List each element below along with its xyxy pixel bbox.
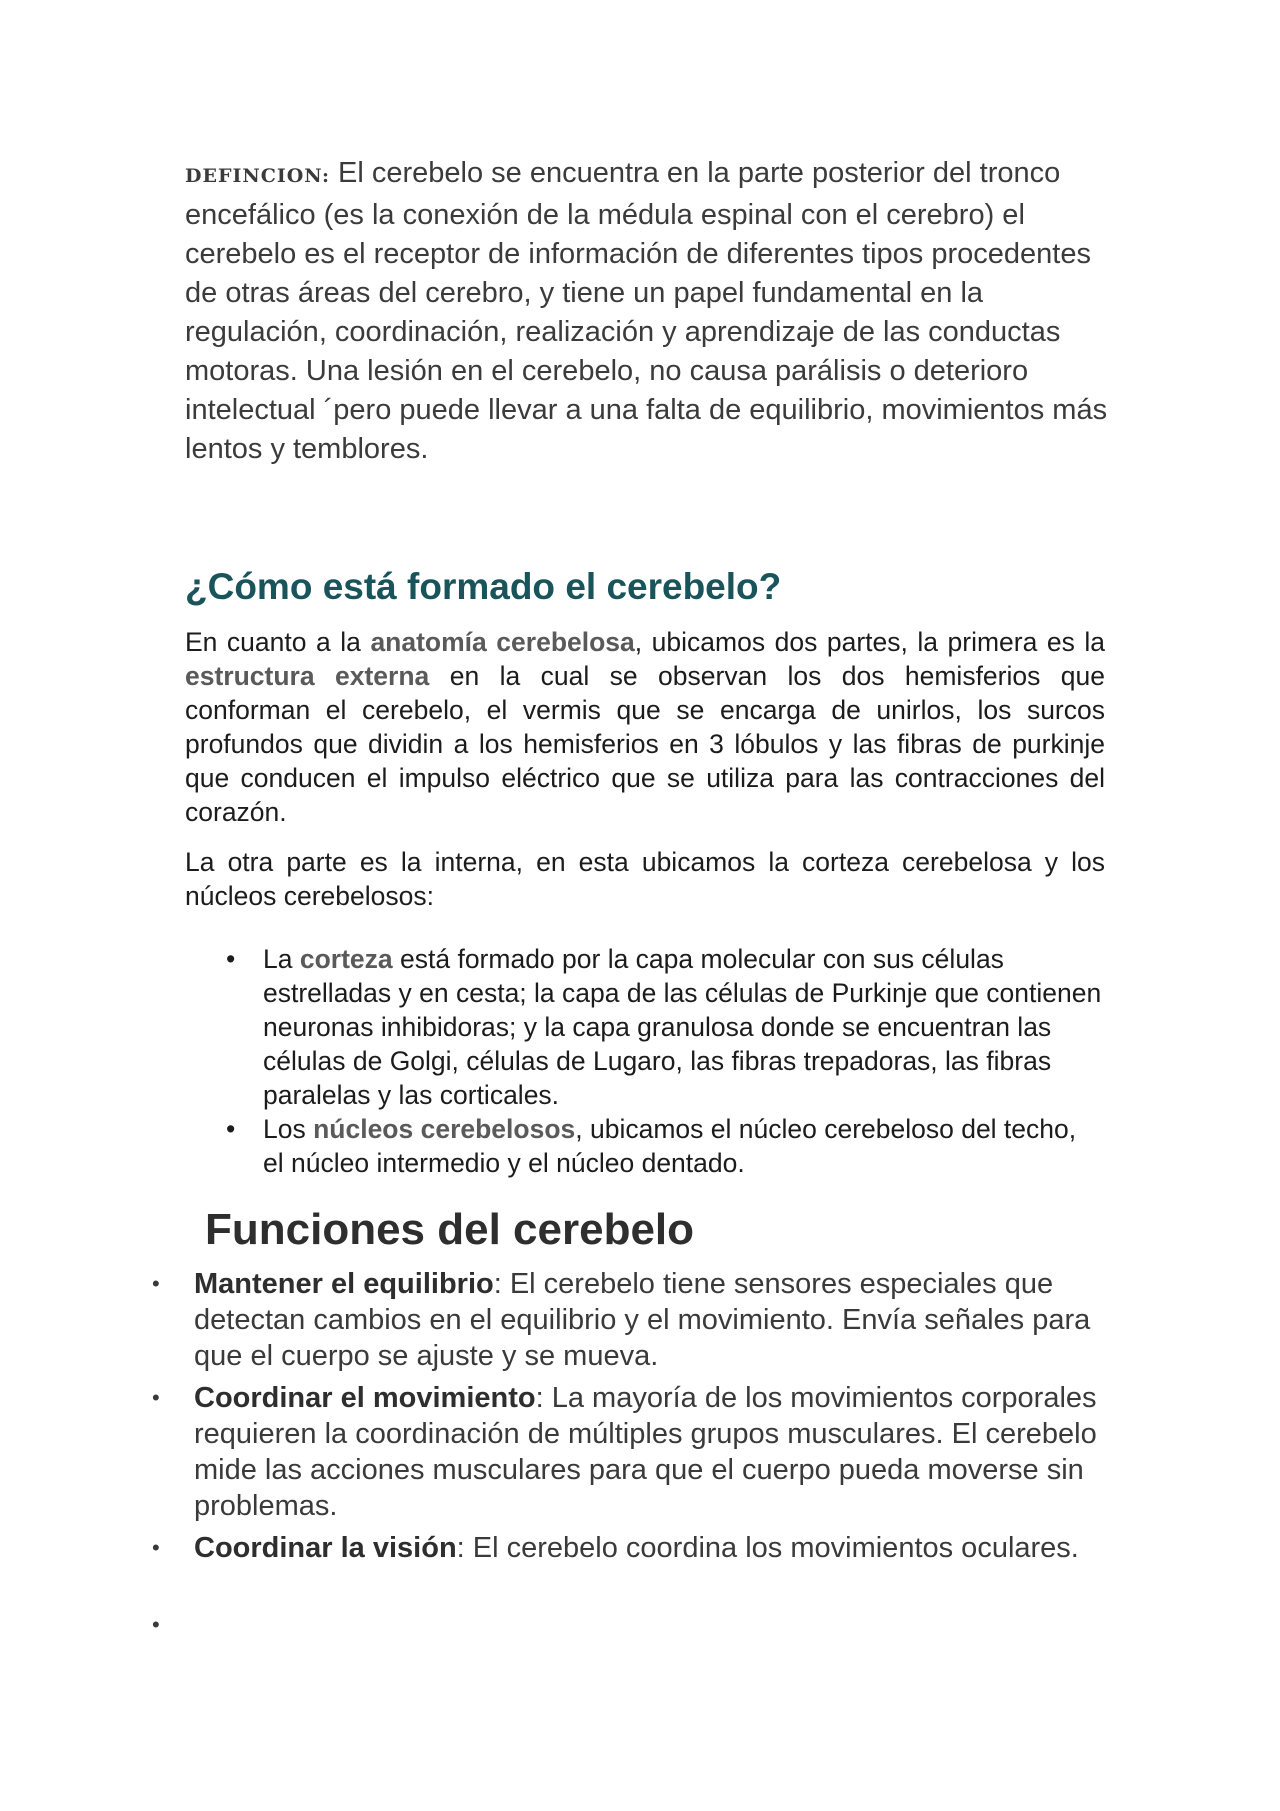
- list-item: [226, 1112, 1103, 1180]
- function-text: : El cerebelo coordina los movimientos oculares.: [456, 1532, 1079, 1564]
- item-text: , ubicamos el núcleo cerebeloso del techo, el núcleo intermedio y el núcleo dentado.: [263, 1114, 1077, 1178]
- item-term: corteza: [299, 944, 393, 974]
- item-text: Los: [263, 1114, 314, 1144]
- list-item: [152, 1266, 1114, 1374]
- section-heading-funciones: Funciones del cerebelo: [205, 1205, 695, 1254]
- list-item: [152, 1380, 1114, 1524]
- bullet-icon: •: [226, 1114, 236, 1144]
- internal-parts-list: [226, 942, 1103, 1180]
- functions-list: [152, 1266, 1114, 1572]
- section-heading-formado: ¿Cómo está formado el cerebelo?: [185, 566, 782, 607]
- item-text: está formado por la capa molecular con sus células estrelladas y en cesta; la capa de las células de Purkinje que contienen neuronas inhibidoras; y la capa granulosa donde se encuentran las células de Golgi, células de Lugaro, las fibras trepadoras, las fibras paralelas y las corticales.: [263, 944, 1102, 1110]
- function-term: Coordinar el movimiento: [194, 1382, 536, 1414]
- bullet-icon: •: [152, 1271, 160, 1296]
- anatomy-text-2: , ubicamos dos partes, la primera es la: [634, 627, 1106, 657]
- empty-bullet-icon: •: [152, 1612, 160, 1637]
- anatomy-text-1: En cuanto a la: [185, 627, 371, 657]
- bullet-icon: •: [152, 1385, 160, 1410]
- list-item: [152, 1530, 1114, 1566]
- function-text: : El cerebelo tiene sensores especiales que detectan cambios en el equilibrio y el movimiento. Envía señales para que el cuerpo se ajuste y se mueva.: [194, 1268, 1091, 1372]
- bullet-icon: •: [226, 944, 236, 974]
- function-term: Mantener el equilibrio: [194, 1268, 494, 1300]
- list-item: [226, 942, 1103, 1112]
- anatomy-paragraph: [185, 625, 1105, 829]
- function-text: : La mayoría de los movimientos corporales requieren la coordinación de múltiples grupos musculares. El cerebelo mide las acciones musculares para que el cuerpo pueda moverse sin problemas.: [194, 1382, 1097, 1522]
- function-term: Coordinar la visión: [194, 1532, 457, 1564]
- item-term: núcleos cerebelosos: [313, 1114, 576, 1144]
- anatomy-term-cerebelosa: anatomía cerebelosa: [370, 627, 635, 657]
- bullet-icon: •: [152, 1535, 160, 1560]
- internal-paragraph: La otra parte es la interna, en esta ubicamos la corteza cerebelosa y los núcleos cerebelosos:: [185, 847, 1105, 911]
- anatomy-term-externa: estructura externa: [185, 661, 430, 691]
- anatomy-text-3: en la cual se observan los dos hemisferios que conforman el cerebelo, el vermis que se encarga de unirlos, los surcos profundos que dividin a los hemisferios en 3 lóbulos y las fibras de purkinje que conducen el impulso eléctrico que se utiliza para las contracciones del corazón.: [185, 661, 1105, 827]
- definition-text: El cerebelo se encuentra en la parte posterior del tronco encefálico (es la conexión de la médula espinal con el cerebro) el cerebelo es el receptor de información de diferentes tipos procedentes de otras áreas del cerebro, y tiene un papel fundamental en la regulación, coordinación, realización y aprendizaje de las conductas motoras. Una lesión en el cerebelo, no causa parálisis o deterioro intelectual ´pero puede llevar a una falta de equilibrio, movimientos más lentos y temblores.: [185, 157, 1108, 465]
- item-text: La: [263, 944, 300, 974]
- definition-paragraph: [185, 154, 1120, 469]
- definition-label: DEFINCION:: [185, 165, 330, 187]
